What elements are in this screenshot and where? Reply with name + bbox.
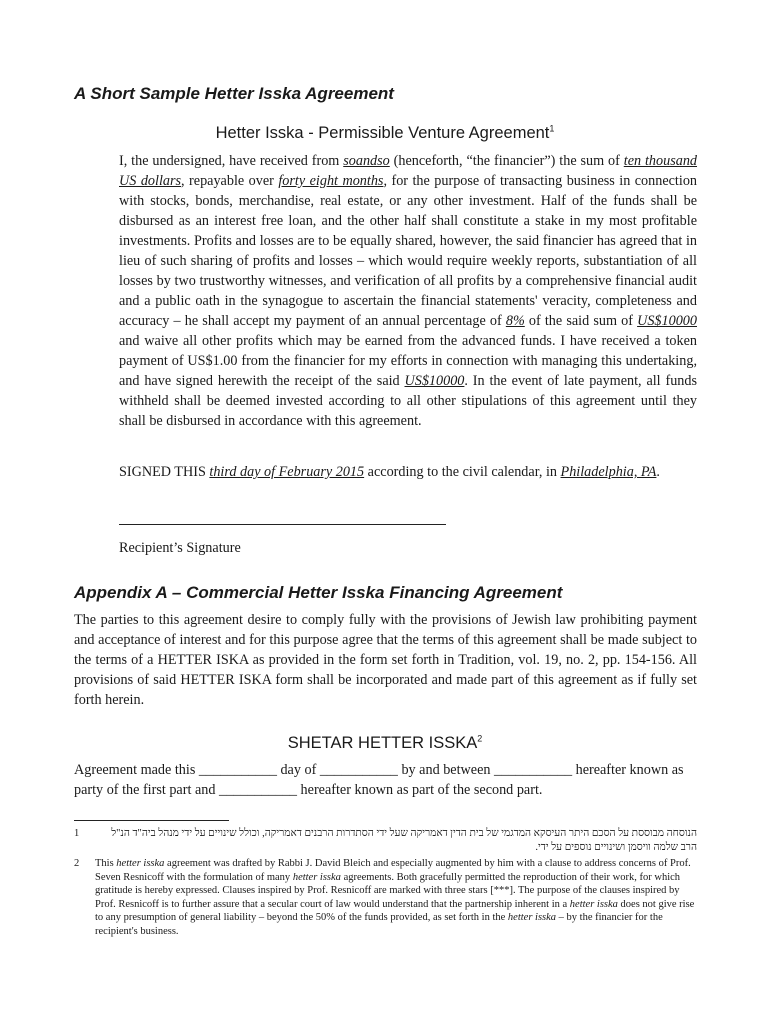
document-title: A Short Sample Hetter Isska Agreement (74, 84, 394, 103)
date-field: third day of February 2015 (209, 464, 365, 480)
body-text: I, the undersigned, have received from (119, 153, 344, 169)
appendix-body (74, 610, 697, 710)
footnote-ref-1[interactable]: 1 (549, 123, 555, 134)
footnote-2 (74, 857, 697, 957)
agreement-heading-text: Hetter Isska - Permissible Venture Agreement (215, 124, 550, 142)
term-field: forty eight months (278, 173, 384, 189)
footnote-text (95, 857, 697, 938)
body-text: (henceforth, “the financier”) the sum of (389, 153, 624, 169)
footnote-term: hetter isska (569, 898, 618, 910)
body-text: , repayable over (181, 173, 279, 189)
signed-text: according to the civil calendar, in (364, 464, 561, 480)
footnote-segment: This (95, 858, 117, 869)
amount-field: US$10000 (637, 313, 697, 329)
footnote-term: hetter isska (292, 871, 341, 883)
agreement-body (119, 151, 697, 431)
footnote-number: 1 (74, 828, 80, 839)
footnote-1 (74, 827, 697, 855)
financier-name-field: soandso (343, 153, 390, 169)
percentage-field: 8% (505, 313, 525, 329)
location-field: Philadelphia, PA (560, 464, 657, 480)
body-text: . In the event of late payment, all funds withheld shall be deemed invested according to all other stipulations of this agreement until they shall be disbursed in accordance with this agreement. (119, 373, 698, 429)
appendix-text: The parties to this agreement desire to comply fully with the provisions of Jewish law prohibiting payment and acceptance of interest and for this purpose agree that the terms of this agreement shall be made subject to the terms of a HETTER ISKA as provided in the form set forth in Tradition, vol. 19, no. 2, pp. 154-156. All provisions of said HETTER ISKA form shall be incorporated and made part of this agreement as if fully set forth herein. (74, 612, 697, 708)
footnote-separator (74, 820, 229, 821)
footnote-text: הנוסחה מבוססת על הסכם היתר העיסקא המדגמי של בית הדין דאמריקה שעל ידי הסתדרות הרבנים דאמריקה, וכולל שינויים על ידי מנהל ביה"ד הנ"ל הרב שלמה וויסמן ושינויים נוספים על ידי. (111, 828, 697, 853)
signature-label: Recipient’s Signature (119, 540, 241, 556)
footnote-segment: – by the financier for the recipient's business. (95, 912, 663, 937)
body-text: of the said sum of (524, 313, 638, 329)
footnote-term: hetter isska (116, 858, 165, 869)
footnote-ref-2[interactable]: 2 (477, 733, 483, 744)
signed-text: SIGNED THIS (119, 464, 210, 480)
shetar-body (74, 760, 697, 800)
shetar-text: Agreement made this ___________ day of ___________ by and between ___________ hereafter known as party of the first part and ___________ hereafter known as part of the second part. (74, 762, 684, 798)
shetar-heading (0, 734, 770, 753)
agreement-heading (0, 124, 770, 143)
body-text: , for the purpose of transacting business in connection with stocks, bonds, merchandise, real estate, or any other investment. Half of the funds shall be disbursed as an interest free loan, and the other half shall constitute a stake in my most profitable investments. Profits and losses are to be equally shared, however, the said financier has agreed that in lieu of such sharing of profits and losses – which would require weekly reports, substantiation of all losses by two trustworthy witnesses, and verification of all profits by a comprehensive financial audit and a public oath in the synagogue to ascertain the financial statements' veracity, completeness and accuracy – he shall accept my payment of an annual percentage of (119, 173, 698, 329)
signed-text: . (656, 464, 660, 480)
footnote-segment: does not give rise to any presumption of general liability – beyond the 50% of the funds provided, as set forth in the (95, 898, 695, 923)
footnote-number: 2 (74, 858, 80, 869)
footnote-segment: agreements. Both gracefully permitted the reproduction of their work, for which gratitude is hereby expressed. Clauses inspired by Prof. Resnicoff are marked with three stars [***]. The purpose of the clauses inspired by Prof. Resnicoff is to further assure that a secular court of law would understand that the partnership inherent in a (95, 871, 681, 910)
amount-field: US$10000 (404, 373, 465, 389)
signature-line (119, 524, 446, 525)
body-text: and waive all other profits which may be earned from the advanced funds. I have received a token payment of US$1.00 from the financier for my efforts in connection with managing this undertaking, and have signed herewith the receipt of the said (119, 333, 697, 389)
appendix-title: Appendix A – Commercial Hetter Isska Financing Agreement (74, 583, 563, 602)
signed-statement (119, 462, 697, 482)
shetar-heading-text: SHETAR HETTER ISSKA (287, 734, 478, 752)
footnote-term: hetter isska (507, 912, 557, 923)
footnote-segment: agreement was drafted by Rabbi J. David Bleich and especially augmented by him with a clause to address concerns of Prof. Seven Resnicoff with the formulation of many (95, 858, 691, 883)
sum-field: ten thousand US dollars (119, 153, 698, 189)
